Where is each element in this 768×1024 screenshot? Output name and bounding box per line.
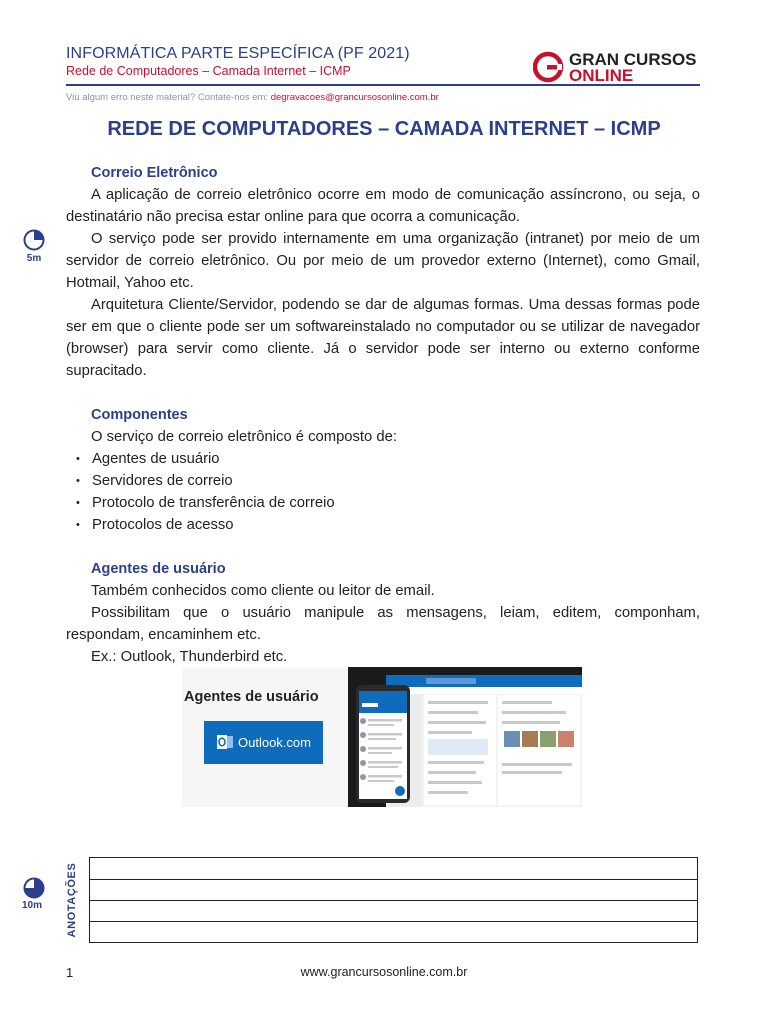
page-number: 1: [66, 965, 74, 980]
components-list: [66, 448, 700, 536]
annotation-line: [90, 900, 697, 901]
logo-text-top: GRAN CURSOS: [569, 50, 697, 69]
outlook-icon: [216, 733, 234, 751]
timer-icon: [23, 229, 45, 251]
figure-heading: Agentes de usuário: [184, 689, 319, 705]
main-content: [66, 162, 700, 668]
timer-icon: [23, 877, 45, 899]
figure-left-panel: [182, 667, 348, 807]
section-heading-agentes: Agentes de usuário: [91, 561, 226, 577]
document-title: REDE DE COMPUTADORES – CAMADA INTERNET – ICMP: [107, 118, 661, 140]
section-heading-correio: Correio Eletrônico: [91, 165, 218, 181]
course-title: INFORMÁTICA PARTE ESPECÍFICA (PF 2021): [66, 45, 410, 62]
course-subtitle: Rede de Computadores – Camada Internet – ICMP: [66, 64, 351, 78]
timer-label: 5m: [26, 253, 42, 264]
annotations-box[interactable]: [89, 857, 698, 943]
gran-cursos-logo: [533, 48, 701, 84]
paragraph: Também conhecidos como cliente ou leitor de email.: [91, 583, 435, 599]
annotations-label: ANOTAÇÕES: [66, 862, 78, 938]
contact-note: [66, 92, 439, 103]
outlook-app-screenshot: [348, 667, 582, 807]
timer-label: 10m: [21, 900, 42, 911]
logo-text-bottom: ONLINE: [569, 66, 634, 84]
list-item: • Agentes de usuário: [76, 448, 700, 470]
outlook-badge: [204, 721, 323, 764]
contact-prefix: Viu algum erro neste material? Contate-nos em:: [66, 92, 271, 103]
paragraph: A aplicação de correio eletrônico ocorre em modo de comunicação assíncrono, ou seja, o destinatário não precisa estar online para que ocorra a comunicação.: [66, 187, 700, 225]
paragraph: Possibilitam que o usuário manipule as mensagens, leiam, editem, componham, respondam, encaminhem etc.: [66, 605, 700, 643]
footer-url-link[interactable]: www.grancursosonline.com.br: [300, 965, 468, 979]
section-heading-componentes: Componentes: [91, 407, 188, 423]
outlook-figure: [182, 667, 582, 807]
list-item: • Servidores de correio: [76, 470, 700, 492]
list-item: • Protocolos de acesso: [76, 514, 700, 536]
outlook-badge-label: Outlook.com: [238, 735, 311, 750]
paragraph: Ex.: Outlook, Thunderbird etc.: [91, 649, 288, 665]
header-divider: [66, 84, 700, 86]
list-item: • Protocolo de transferência de correio: [76, 492, 700, 514]
annotation-line: [90, 921, 697, 922]
annotation-line: [90, 879, 697, 880]
paragraph: O serviço de correio eletrônico é composto de:: [91, 429, 397, 445]
paragraph: Arquitetura Cliente/Servidor, podendo se dar de algumas formas. Uma dessas formas pode ser em que o cliente pode ser um softwareinstalado no computador ou se utilizar de navegador (browser) para servir como cliente. Já o servidor pode ser interno ou externo conforme supracitado.: [66, 297, 700, 379]
contact-email-link[interactable]: degravacoes@grancursosonline.com.br: [270, 92, 439, 103]
paragraph: O serviço pode ser provido internamente em uma organização (intranet) por meio de um servidor de correio eletrônico. Ou por meio de um provedor externo (Internet), como Gmail, Hotmail, Yahoo etc.: [66, 231, 700, 291]
